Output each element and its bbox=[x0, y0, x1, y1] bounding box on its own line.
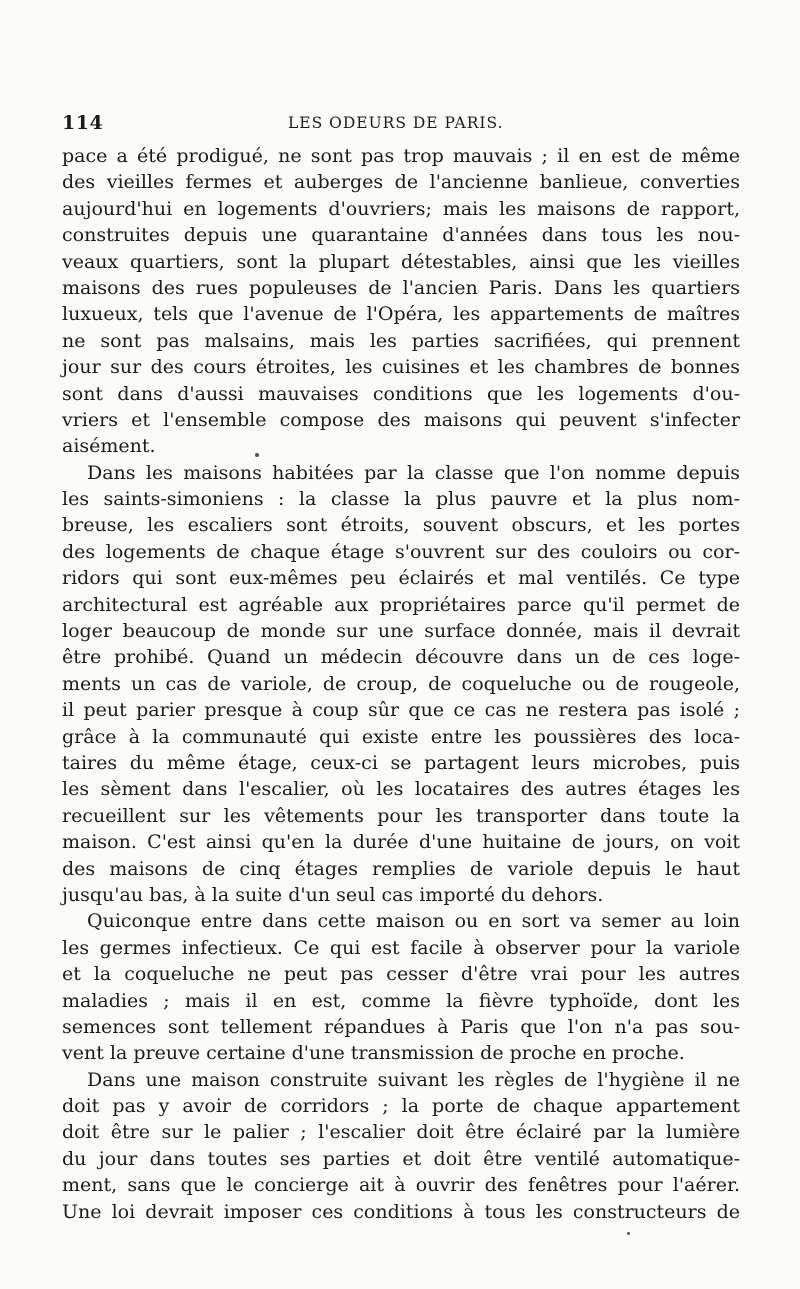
text-line: taires du même étage, ceux-ci se partagent leurs microbes, puis bbox=[62, 751, 740, 774]
text-line: recueillent sur les vêtements pour les transporter dans toute la bbox=[62, 804, 740, 827]
text-line: pace a été prodigué, ne sont pas trop mauvais ; il en est de même bbox=[62, 145, 740, 167]
paragraph-start-line: Dans une maison construite suivant les règles de l'hygiène il ne bbox=[87, 1068, 740, 1091]
text-line: vriers et l'ensemble compose des maisons qui peuvent s'infecter bbox=[62, 408, 740, 431]
ink-speck bbox=[627, 1232, 630, 1235]
text-line: maison. C'est ainsi qu'en la durée d'une huitaine de jours, on voit bbox=[62, 831, 740, 854]
text-line: luxueux, tels que l'avenue de l'Opéra, les appartements de maîtres bbox=[62, 303, 740, 326]
text-line: des maisons de cinq étages remplies de variole depuis le haut bbox=[62, 857, 740, 880]
text-line: les saints-simoniens : la classe la plus pauvre et la plus nom- bbox=[62, 488, 740, 511]
paragraph-start-line: Quiconque entre dans cette maison ou en sort va semer au loin bbox=[87, 910, 740, 933]
text-line: breuse, les escaliers sont étroits, souvent obscurs, et les portes bbox=[62, 514, 740, 537]
text-line: sont dans d'aussi mauvaises conditions que les logements d'ou- bbox=[62, 382, 740, 405]
text-line: des vieilles fermes et auberges de l'ancienne banlieue, converties bbox=[62, 171, 740, 194]
text-line: loger beaucoup de monde sur une surface donnée, mais il devrait bbox=[62, 620, 740, 643]
text-line: il peut parier presque à coup sûr que ce cas ne restera pas isolé ; bbox=[62, 699, 740, 722]
text-line: ments un cas de variole, de croup, de coqueluche ou de rougeole, bbox=[62, 672, 740, 695]
running-title: LES ODEURS DE PARIS. bbox=[288, 114, 504, 132]
text-line: les germes infectieux. Ce qui est facile à observer pour la variole bbox=[62, 936, 740, 959]
text-line: construites depuis une quarantaine d'années dans tous les nou- bbox=[62, 224, 740, 247]
page-header bbox=[62, 112, 740, 138]
text-line: doit être sur le palier ; l'escalier doit être éclairé par la lumière bbox=[62, 1121, 740, 1144]
text-line: architectural est agréable aux propriétaires parce qu'il permet de bbox=[62, 593, 740, 616]
text-line: semences sont tellement répandues à Paris que l'on n'a pas sou- bbox=[62, 1015, 740, 1038]
text-line: vent la preuve certaine d'une transmission de proche en proche. bbox=[62, 1042, 685, 1065]
text-line: maisons des rues populeuses de l'ancien Paris. Dans les quartiers bbox=[62, 276, 740, 299]
text-line: ridors qui sont eux-mêmes peu éclairés et mal ventilés. Ce type bbox=[62, 567, 740, 590]
text-line: du jour dans toutes ses parties et doit être ventilé automatique- bbox=[62, 1147, 740, 1170]
text-line: ment, sans que le concierge ait à ouvrir des fenêtres pour l'aérer. bbox=[62, 1174, 740, 1197]
text-line: aisément. bbox=[62, 435, 156, 458]
text-line: jusqu'au bas, à la suite d'un seul cas importé du dehors. bbox=[62, 883, 604, 906]
text-line: veaux quartiers, sont la plupart détestables, ainsi que les vieilles bbox=[62, 250, 740, 273]
text-line: aujourd'hui en logements d'ouvriers; mais les maisons de rapport, bbox=[62, 197, 740, 220]
text-line: les sèment dans l'escalier, où les locataires des autres étages les bbox=[62, 778, 740, 801]
paragraph-start-line: Dans les maisons habitées par la classe que l'on nomme depuis bbox=[87, 461, 740, 484]
ink-speck bbox=[255, 453, 259, 457]
text-line: jour sur des cours étroites, les cuisines et les chambres de bonnes bbox=[62, 356, 740, 379]
text-line: grâce à la communauté qui existe entre les poussières des loca- bbox=[62, 725, 740, 748]
text-line: et la coqueluche ne peut pas cesser d'être vrai pour les autres bbox=[62, 963, 740, 986]
text-line: maladies ; mais il en est, comme la fièvre typhoïde, dont les bbox=[62, 989, 740, 1012]
text-line: Une loi devrait imposer ces conditions à tous les constructeurs de bbox=[62, 1200, 740, 1223]
text-line: des logements de chaque étage s'ouvrent sur des couloirs ou cor- bbox=[62, 540, 740, 563]
text-line: être prohibé. Quand un médecin découvre dans un de ces loge- bbox=[62, 646, 740, 669]
body-text bbox=[62, 143, 740, 1225]
text-line: doit pas y avoir de corridors ; la porte de chaque appartement bbox=[62, 1095, 740, 1118]
text-line: ne sont pas malsains, mais les parties sacrifiées, qui prennent bbox=[62, 329, 740, 352]
page-number: 114 bbox=[62, 112, 104, 134]
